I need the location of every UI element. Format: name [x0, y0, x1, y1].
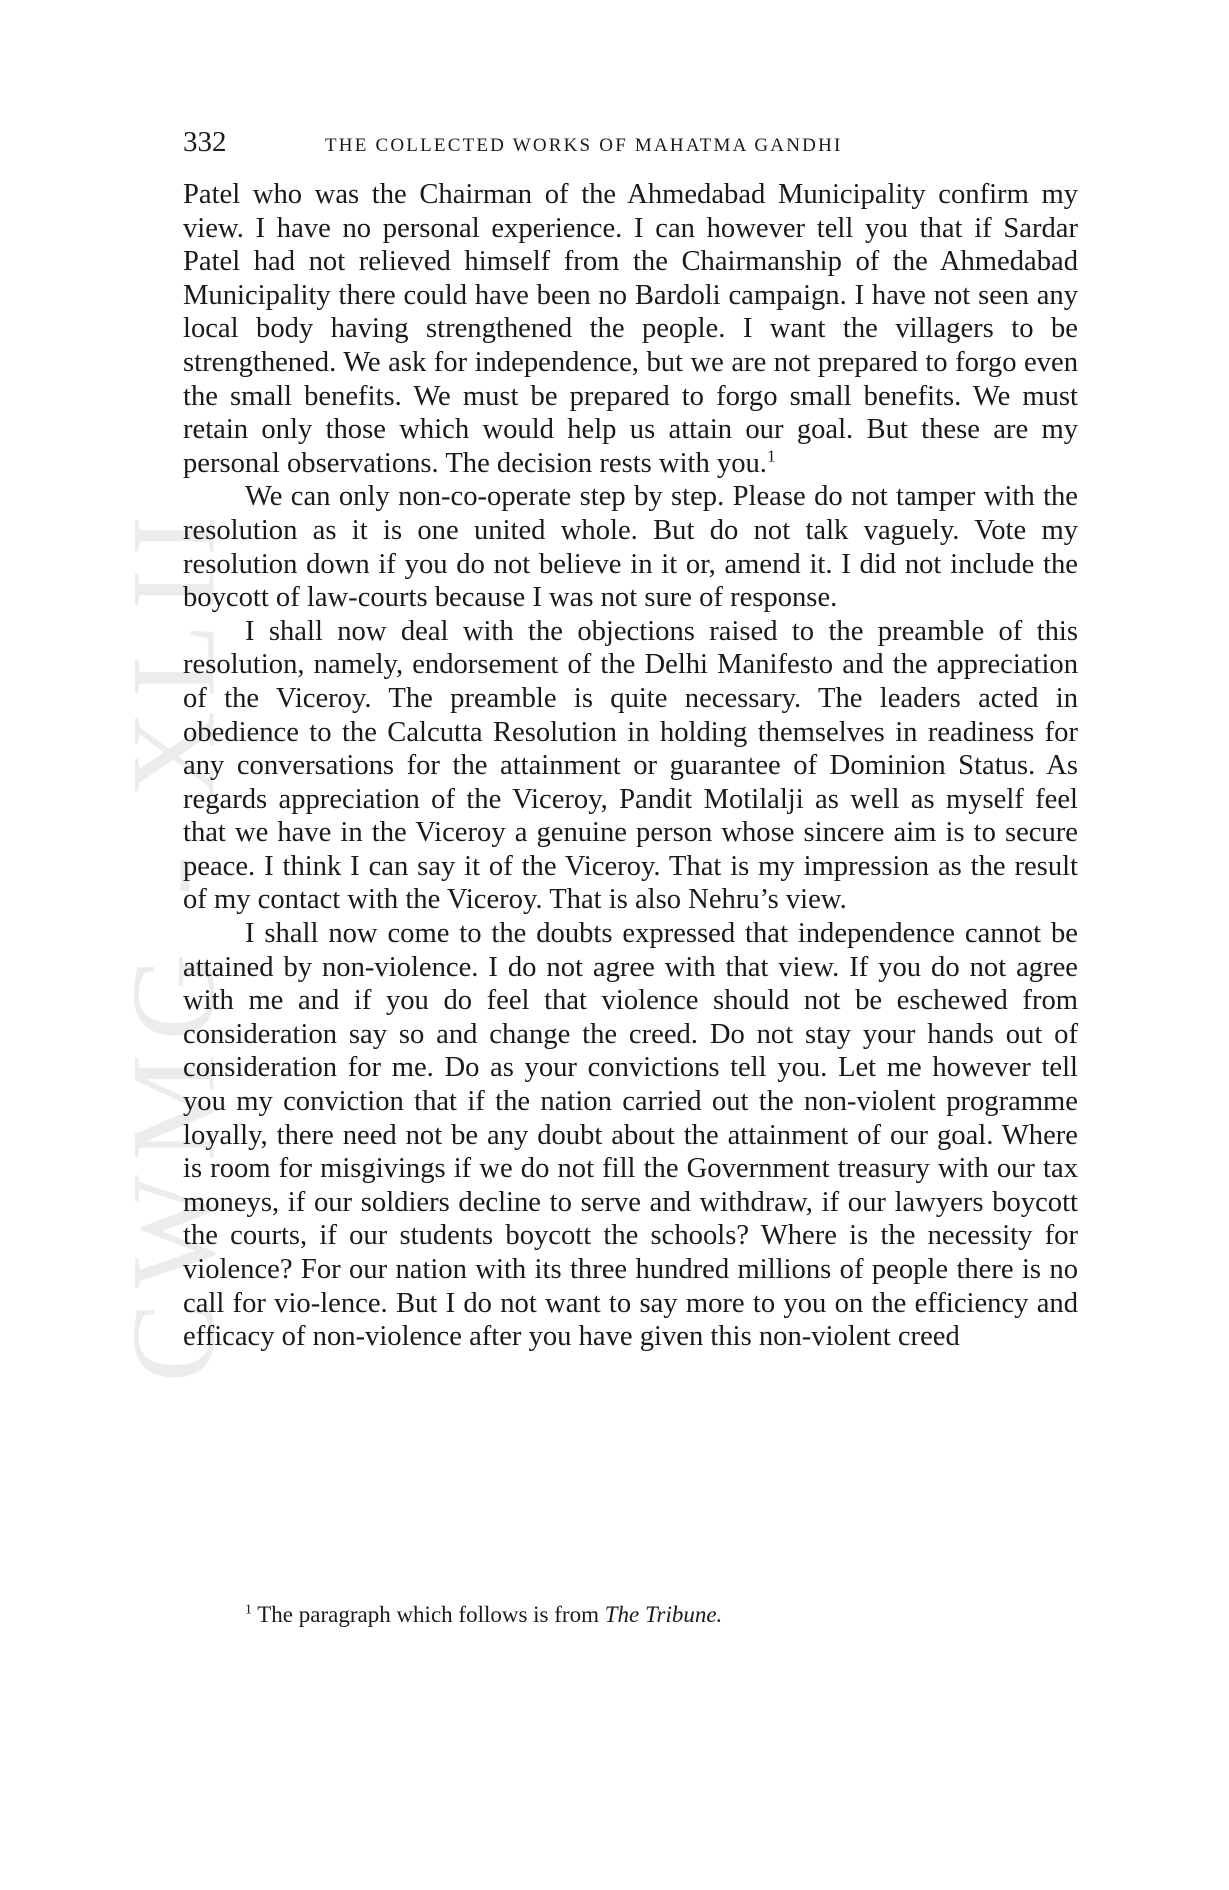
paragraph-1: [183, 178, 1078, 480]
footnote: [245, 1602, 1085, 1628]
paragraph-4: I shall now come to the doubts expressed that independence cannot be attained by non-violence. I do not agree with that view. If you do not agree with me and if you do feel that violence should not be eschewed from consideration say so and change the creed. Do not stay your hands out of consideration for me. Do as your convictions tell you. Let me however tell you my conviction that if the nation carried out the non-violent programme loyally, there need not be any doubt about the attainment of our goal. Where is room for misgivings if we do not fill the Government treasury with our tax moneys, if our soldiers decline to serve and withdraw, if our lawyers boycott the courts, if our students boycott the schools? Where is the necessity for violence? For our nation with its three hundred millions of people there is no call for vio-lence. But I do not want to say more to you on the efficiency and efficacy of non-violence after you have given this non-violent creed: [183, 918, 1078, 1353]
body-text: [183, 178, 1078, 1354]
page-number: 332: [183, 126, 227, 158]
footnote-reference[interactable]: 1: [766, 446, 776, 466]
footnote-source: The Tribune.: [604, 1602, 723, 1627]
footnote-text: The paragraph which follows is from: [257, 1602, 599, 1627]
paragraph-3: I shall now deal with the objections raised to the preamble of this resolution, namely, endorsement of the Delhi Manifesto and the appreciation of the Viceroy. The preamble is quite necessary. The leaders acted in obedience to the Calcutta Resolution in holding themselves in readiness for any conversations for the attainment or guarantee of Dominion Status. As regards appreciation of the Viceroy, Pandit Motilalji as well as myself feel that we have in the Viceroy a genuine person whose sincere aim is to secure peace. I think I can say it of the Viceroy. That is my impression as the result of my contact with the Viceroy. That is also Nehru’s view.: [183, 615, 1078, 916]
footnote-marker: 1: [245, 1601, 252, 1617]
watermark-text: CWMG - XLII: [106, 501, 240, 1383]
paragraph-1-text: Patel who was the Chairman of the Ahmedabad Municipality confirm my view. I have no personal experience. I can however tell you that if Sardar Patel had not relieved himself from the Chairmanship of the Ahmedabad Municipality there could have been no Bardoli campaign. I have not seen any local body having strengthened the people. I want the villagers to be strengthened. We ask for independence, but we are not prepared to forgo even the small benefits. We must be prepared to forgo small benefits. We must retain only those which would help us attain our goal. But these are my personal observations. The decision rests with you.: [183, 179, 1078, 479]
paragraph-2: We can only non-co-operate step by step. Please do not tamper with the resolution as it is one united whole. But do not talk vaguely. Vote my resolution down if you do not believe in it or, amend it. I did not include the boycott of law-courts because I was not sure of response.: [183, 481, 1078, 614]
page-header: [183, 126, 1068, 166]
running-title: THE COLLECTED WORKS OF MAHATMA GANDHI: [325, 135, 843, 156]
